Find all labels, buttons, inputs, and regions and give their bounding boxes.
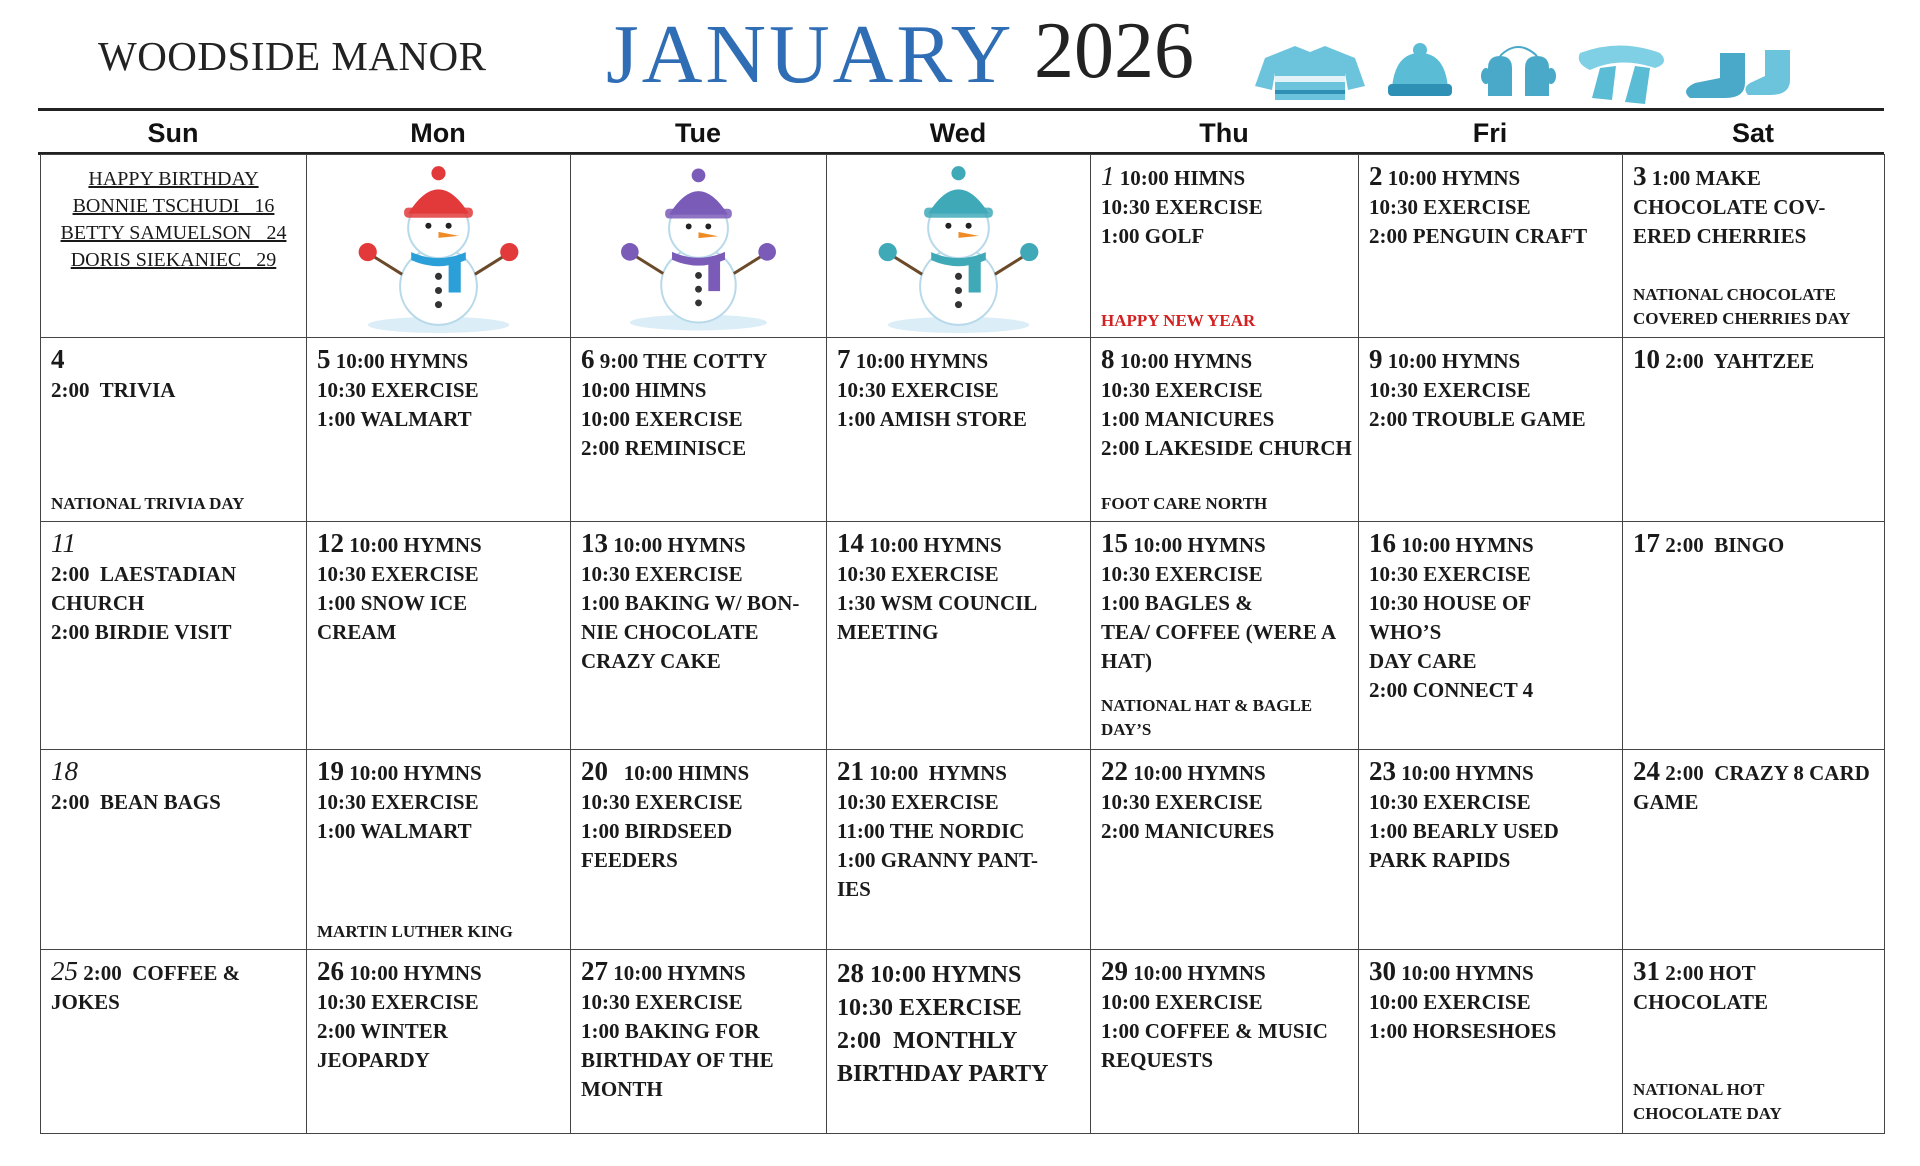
event-text: 2:00 WINTER (317, 1019, 448, 1043)
event-text: 2:00 REMINISCE (581, 436, 747, 460)
day-number: 14 (837, 528, 864, 558)
scarf-icon (1579, 46, 1664, 105)
day-number: 7 (837, 344, 851, 374)
day-events (1369, 757, 1612, 875)
observance-note: MARTIN LUTHER KING (317, 922, 513, 941)
event-text: CHURCH (51, 591, 145, 615)
event-text: 10:00 HYMNS (1401, 533, 1534, 557)
day-events (1101, 344, 1352, 463)
event-text: 10:00 HYMNS (1401, 761, 1534, 785)
event-text: 10:00 HYMNS (1387, 166, 1521, 190)
day-cell (1622, 950, 1885, 1134)
observance-note: NATIONAL CHOCOLATE COVERED CHERRIES DAY (1633, 285, 1851, 328)
day-events (1369, 957, 1612, 1046)
event-text: 10:30 EXERCISE (317, 378, 479, 402)
event-text: 1:00 BAKING W/ BON- (581, 591, 800, 615)
day-number: 22 (1101, 756, 1128, 786)
event-text: 1:00 SNOW ICE (317, 591, 468, 615)
day-events (1633, 757, 1874, 817)
event-text: 2:00 TRIVIA (51, 378, 176, 402)
event-text: 10:00 HYMNS (1401, 961, 1534, 985)
event-text: CREAM (317, 620, 397, 644)
event-text: 10:00 HYMNS (869, 761, 1007, 785)
year-title: 2026 (1034, 7, 1194, 95)
event-text: 2:00 LAESTADIAN (51, 562, 237, 586)
day-cell (1622, 522, 1885, 750)
event-text: NIE CHOCOLATE (581, 620, 759, 644)
event-text: 2:00 MONTHLY (837, 1028, 1018, 1054)
event-text: 10:30 EXERCISE (1101, 562, 1263, 586)
event-text: MEETING (837, 620, 939, 644)
event-text: 1:00 MAKE (1651, 166, 1761, 190)
day-cell (306, 950, 570, 1134)
snowman-illustration (307, 155, 570, 337)
day-events (1369, 345, 1612, 434)
event-text: 10:00 HYMNS (335, 349, 469, 373)
day-cell (570, 338, 826, 522)
event-text: 10:30 EXERCISE (1369, 562, 1531, 586)
day-cell (570, 154, 826, 338)
event-text: 1:00 MANICURES (1101, 407, 1275, 431)
observance-note: NATIONAL TRIVIA DAY (51, 494, 245, 513)
event-text: REQUESTS (1101, 1048, 1214, 1072)
event-text: 1:00 HORSESHOES (1369, 1019, 1557, 1043)
event-text: 10:30 EXERCISE (317, 990, 479, 1014)
day-events (317, 757, 560, 846)
day-cell (306, 750, 570, 950)
observance-note: HAPPY NEW YEAR (1101, 311, 1256, 330)
day-cell (1358, 154, 1622, 338)
day-cell (826, 522, 1090, 750)
day-events (317, 529, 560, 647)
weekday-tue: Tue (675, 118, 721, 148)
day-number: 29 (1101, 956, 1128, 986)
day-events (581, 757, 816, 875)
day-cell (1358, 750, 1622, 950)
weekday-thu: Thu (1199, 118, 1249, 148)
event-text: 10:00 EXERCISE (581, 407, 743, 431)
event-text: CRAZY CAKE (581, 649, 721, 673)
day-cell (1090, 154, 1358, 338)
day-cell (40, 750, 306, 950)
event-text: 10:00 HIMNS (581, 378, 707, 402)
birthday-title: HAPPY BIRTHDAY (88, 168, 259, 190)
event-text: 10:30 EXERCISE (317, 790, 479, 814)
birthday-entry: DORIS SIEKANIEC 29 (70, 249, 277, 271)
day-number: 10 (1633, 344, 1660, 374)
weekday-sun: Sun (147, 118, 199, 148)
event-text: WHO’S (1369, 620, 1442, 644)
event-text: 2:00 TROUBLE GAME (1369, 407, 1586, 431)
day-number: 12 (317, 528, 344, 558)
day-number: 19 (317, 756, 344, 786)
header-rule (38, 108, 1884, 111)
event-text: 2:00 CONNECT 4 (1369, 678, 1534, 702)
sweater-icon (1255, 46, 1365, 100)
event-text: 10:30 EXERCISE (581, 790, 743, 814)
day-cell (826, 750, 1090, 950)
day-cell (1090, 750, 1358, 950)
event-text: 2:00 BINGO (1665, 533, 1785, 557)
day-events (581, 345, 816, 463)
event-text: 2:00 YAHTZEE (1665, 349, 1815, 373)
event-text: 10:00 HYMNS (1133, 533, 1266, 557)
organization-name: WOODSIDE MANOR (98, 33, 487, 79)
event-text: 1:00 BAGLES & (1101, 591, 1253, 615)
day-events (837, 529, 1080, 647)
event-text: 1:00 COFFEE & MUSIC (1101, 1019, 1328, 1043)
event-text: 10:30 EXERCISE (581, 562, 743, 586)
event-text: 10:00 HYMNS (1133, 961, 1266, 985)
day-number: 23 (1369, 756, 1396, 786)
event-text: 10:00 HYMNS (613, 533, 746, 557)
day-events (51, 345, 296, 405)
event-text: 1:00 BIRDSEED (581, 819, 733, 843)
month-title: JANUARY (606, 8, 1015, 101)
day-cell (570, 750, 826, 950)
event-text: 2:00 COFFEE & (83, 961, 241, 985)
day-events (1369, 529, 1612, 705)
day-number: 21 (837, 756, 864, 786)
snowman-illustration (827, 155, 1090, 337)
day-number: 15 (1101, 528, 1128, 558)
day-events (1101, 957, 1348, 1075)
day-events (51, 957, 296, 1017)
observance-note: NATIONAL HOT CHOCOLATE DAY (1633, 1080, 1782, 1123)
weekday-fri: Fri (1472, 118, 1508, 148)
birthday-entry: BONNIE TSCHUDI 16 (72, 195, 275, 217)
event-text: 1:00 WALMART (317, 407, 472, 431)
event-text: 9:00 THE COTTY (599, 349, 768, 373)
day-number: 20 (581, 756, 608, 786)
day-number: 31 (1633, 956, 1660, 986)
day-cell (40, 338, 306, 522)
event-text: 1:00 AMISH STORE (837, 407, 1027, 431)
day-number: 11 (51, 528, 76, 558)
day-events (317, 345, 560, 434)
event-text: 10:30 EXERCISE (837, 790, 999, 814)
day-cell (40, 154, 306, 338)
event-text: 11:00 THE NORDIC (837, 819, 1025, 843)
day-number: 18 (51, 756, 78, 786)
event-text: 1:00 BEARLY USED (1369, 819, 1559, 843)
winter-clothes-icons (1250, 38, 1845, 108)
day-events (51, 757, 296, 817)
birthday-entry: BETTY SAMUELSON 24 (60, 222, 287, 244)
event-text: 10:00 EXERCISE (1369, 990, 1531, 1014)
day-events (1633, 529, 1874, 560)
day-number: 27 (581, 956, 608, 986)
day-events (1633, 345, 1874, 376)
snowman-illustration (571, 155, 826, 337)
event-text: ERED CHERRIES (1633, 224, 1807, 248)
event-text: CHOCOLATE COV- (1633, 195, 1826, 219)
event-text: PARK RAPIDS (1369, 848, 1511, 872)
event-text: 10:00 HIMNS (1119, 166, 1246, 190)
day-cell (1622, 338, 1885, 522)
event-text: 10:30 EXERCISE (1369, 195, 1531, 219)
day-cell (1622, 750, 1885, 950)
event-text: IES (837, 877, 871, 901)
day-number: 25 (51, 956, 78, 986)
day-number: 3 (1633, 161, 1647, 191)
day-cell (1358, 522, 1622, 750)
event-text: 10:00 HYMNS (869, 533, 1002, 557)
day-cell (570, 522, 826, 750)
day-cell (306, 338, 570, 522)
event-text: CHOCOLATE (1633, 990, 1768, 1014)
event-text: HAT) (1101, 649, 1152, 673)
day-events (1633, 957, 1874, 1017)
event-text: 2:00 HOT (1665, 961, 1756, 985)
event-text: 2:00 MANICURES (1101, 819, 1275, 843)
day-number: 9 (1369, 344, 1383, 374)
event-text: 10:00 HYMNS (349, 761, 482, 785)
day-events (1101, 529, 1348, 676)
event-text: MONTH (581, 1077, 663, 1101)
event-text: 10:00 HYMNS (855, 349, 989, 373)
day-events (1369, 162, 1612, 251)
day-cell (40, 522, 306, 750)
day-number: 6 (581, 344, 595, 374)
day-number: 4 (51, 344, 65, 374)
day-cell (570, 950, 826, 1134)
day-cell (1090, 522, 1358, 750)
day-events (837, 957, 1080, 1091)
event-text: 10:00 HYMNS (1133, 761, 1266, 785)
day-cell (826, 154, 1090, 338)
day-cell (1090, 950, 1358, 1134)
day-number: 5 (317, 344, 331, 374)
event-text: 10:30 EXERCISE (581, 990, 743, 1014)
event-text: BIRTHDAY OF THE (581, 1048, 774, 1072)
event-text: 2:00 LAKESIDE CHURCH (1101, 436, 1352, 460)
event-text: 1:00 GOLF (1101, 224, 1205, 248)
birthday-list (51, 162, 296, 274)
weekday-sat: Sat (1731, 118, 1775, 148)
event-text: 10:00 HYMNS (613, 961, 746, 985)
day-cell (1358, 338, 1622, 522)
event-text: 10:30 EXERCISE (1101, 378, 1263, 402)
day-number: 30 (1369, 956, 1396, 986)
event-text: 10:30 EXERCISE (837, 378, 999, 402)
day-number: 24 (1633, 756, 1660, 786)
event-text: 2:00 CRAZY 8 CARD (1665, 761, 1870, 785)
day-number: 16 (1369, 528, 1396, 558)
event-text: BIRTHDAY PARTY (837, 1061, 1049, 1087)
day-number: 2 (1369, 161, 1383, 191)
weekday-mon: Mon (410, 118, 466, 148)
event-text: GAME (1633, 790, 1699, 814)
event-text: 10:30 EXERCISE (837, 562, 999, 586)
knit-hat-icon (1388, 43, 1452, 96)
calendar-grid (40, 154, 1885, 1134)
observance-note: NATIONAL HAT & BAGLE DAY’S (1101, 696, 1313, 739)
day-events (837, 757, 1080, 904)
event-text: 10:30 EXERCISE (1369, 790, 1531, 814)
event-text: 10:00 HYMNS (349, 533, 482, 557)
event-text: TEA/ COFFEE (WERE A (1101, 620, 1337, 644)
event-text: 10:30 EXERCISE (1369, 378, 1531, 402)
day-number: 26 (317, 956, 344, 986)
event-text: 10:30 EXERCISE (837, 995, 1022, 1021)
day-events (581, 957, 816, 1104)
day-cell (40, 950, 306, 1134)
event-text: JEOPARDY (317, 1048, 430, 1072)
day-events (51, 529, 296, 647)
event-text: 1:00 GRANNY PANT- (837, 848, 1039, 872)
event-text: 1:30 WSM COUNCIL (837, 591, 1038, 615)
event-text: 2:00 BIRDIE VISIT (51, 620, 232, 644)
day-number: 8 (1101, 344, 1115, 374)
event-text: 10:30 EXERCISE (1101, 195, 1263, 219)
day-cell (306, 522, 570, 750)
event-text: 2:00 PENGUIN CRAFT (1369, 224, 1588, 248)
day-cell (1358, 950, 1622, 1134)
event-text: 10:00 HYMNS (349, 961, 482, 985)
event-text: 10:00 HYMNS (1387, 349, 1521, 373)
event-text: 10:30 HOUSE OF (1369, 591, 1532, 615)
event-text: JOKES (51, 990, 120, 1014)
event-text: 10:30 EXERCISE (317, 562, 479, 586)
event-text: 10:30 EXERCISE (1101, 790, 1263, 814)
day-events (317, 957, 560, 1075)
event-text: DAY CARE (1369, 649, 1477, 673)
day-number: 28 (837, 958, 864, 988)
event-text: 10:00 HYMNS (1119, 349, 1253, 373)
day-events (1101, 162, 1348, 251)
observance-note: FOOT CARE NORTH (1101, 494, 1268, 513)
day-events (581, 529, 816, 676)
event-text: 10:00 EXERCISE (1101, 990, 1263, 1014)
day-events (837, 345, 1080, 434)
calendar-header (0, 0, 1920, 110)
day-cell (826, 950, 1090, 1134)
weekday-wed: Wed (929, 118, 987, 148)
event-text: FEEDERS (581, 848, 678, 872)
day-cell (306, 154, 570, 338)
event-text: 1:00 WALMART (317, 819, 472, 843)
event-text: 2:00 BEAN BAGS (51, 790, 221, 814)
day-number: 1 (1101, 161, 1115, 191)
event-text: 10:00 HIMNS (613, 761, 750, 785)
event-text: 10:00 HYMNS (870, 962, 1022, 988)
day-number: 13 (581, 528, 608, 558)
day-cell (1622, 154, 1885, 338)
day-cell (826, 338, 1090, 522)
event-text: 1:00 BAKING FOR (581, 1019, 760, 1043)
day-number: 17 (1633, 528, 1660, 558)
socks-icon (1686, 50, 1790, 98)
day-events (1633, 162, 1874, 251)
mittens-icon (1481, 47, 1556, 96)
day-events (1101, 757, 1348, 846)
day-cell (1090, 338, 1358, 522)
